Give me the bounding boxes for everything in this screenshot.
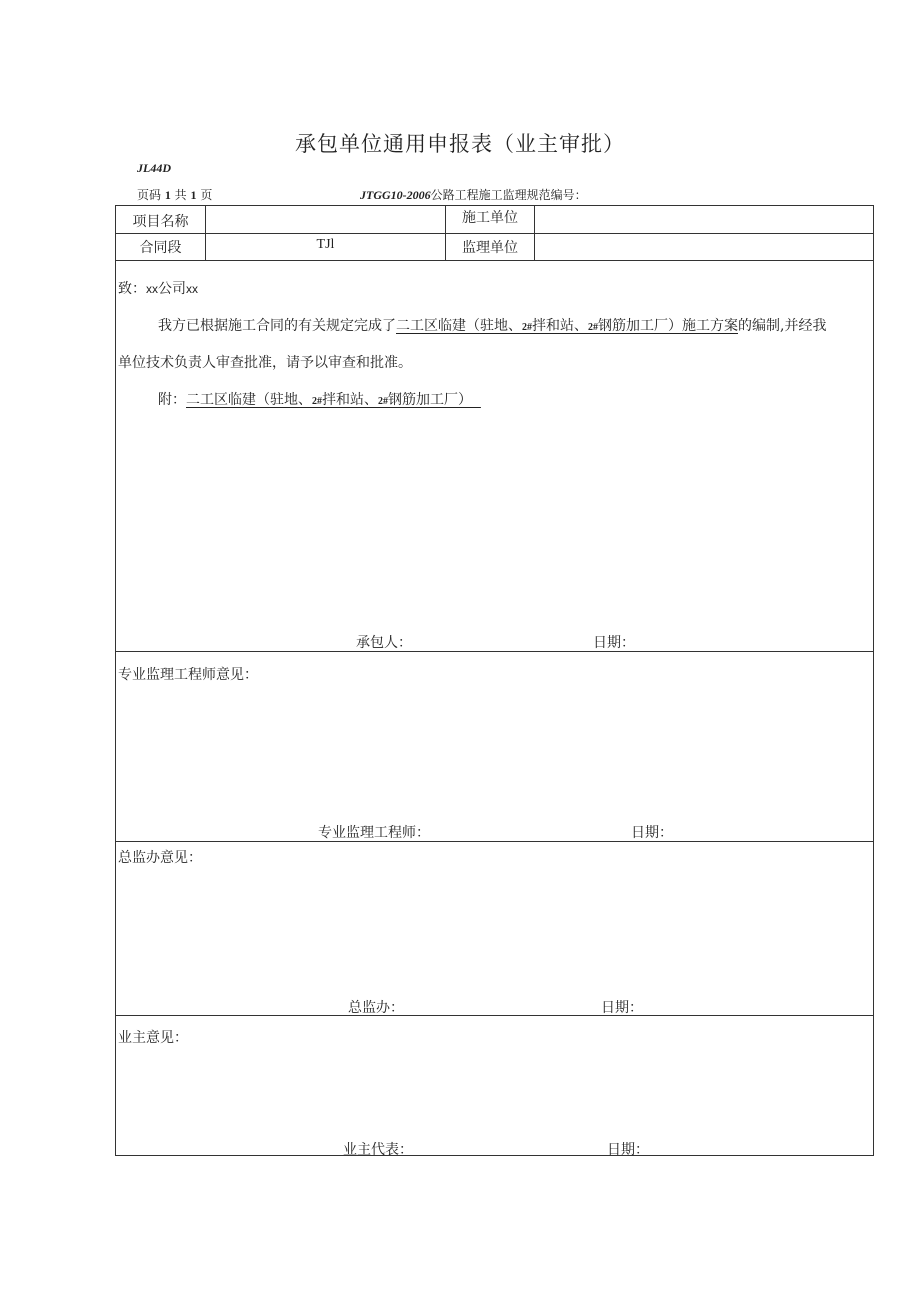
standard-reference	[360, 186, 587, 203]
standard-text: 公路工程施工监理规范编号：	[430, 188, 587, 202]
application-body-line-2: 单位技术负责人审查批准，请予以审查和批准。	[118, 355, 412, 371]
page-number: 页码 1 共 1 页	[137, 188, 213, 202]
attachment-line: 附：二工区临建（驻地、2#拌和站、2#钢筋加工厂）	[158, 392, 472, 408]
form-code: JL44D	[137, 161, 171, 175]
contract-section-label: 合同段	[139, 240, 182, 256]
section-divider-2	[116, 841, 873, 842]
contract-section-value[interactable]: TJl	[316, 237, 335, 252]
chief-date-label: 日期：	[601, 1000, 643, 1016]
contractor-unit-label: 施工单位	[462, 210, 518, 226]
engineer-date-label: 日期：	[631, 825, 673, 841]
application-form	[115, 205, 874, 1156]
section-divider-1	[116, 651, 873, 652]
application-body-line-1: 我方已根据施工合同的有关规定完成了二工区临建（驻地、2#拌和站、2#钢筋加工厂）施工方案的编制,并经我	[158, 318, 827, 334]
standard-code: JTGG10-2006	[360, 188, 431, 202]
owner-opinion-title: 业主意见：	[118, 1030, 188, 1046]
engineer-opinion-title: 专业监理工程师意见：	[118, 667, 258, 683]
project-name-label: 项目名称	[132, 214, 189, 230]
supervision-unit-label: 监理单位	[462, 240, 518, 256]
header-bottom-border	[116, 260, 873, 261]
contractor-date-label: 日期：	[593, 635, 635, 651]
owner-signature-label: 业主代表：	[343, 1142, 413, 1158]
engineer-signature-label: 专业监理工程师：	[318, 825, 430, 841]
contractor-signature-label: 承包人：	[356, 635, 412, 651]
form-title: 承包单位通用申报表（业主审批）	[295, 132, 625, 156]
addressee-line: 致：xx公司xx	[118, 281, 198, 297]
owner-date-label: 日期：	[607, 1142, 649, 1158]
header-col-divider-3	[534, 206, 535, 260]
chief-signature-label: 总监办：	[348, 1000, 404, 1016]
chief-opinion-title: 总监办意见：	[118, 850, 202, 866]
header-row-divider	[116, 233, 873, 234]
section-divider-3	[116, 1015, 873, 1016]
